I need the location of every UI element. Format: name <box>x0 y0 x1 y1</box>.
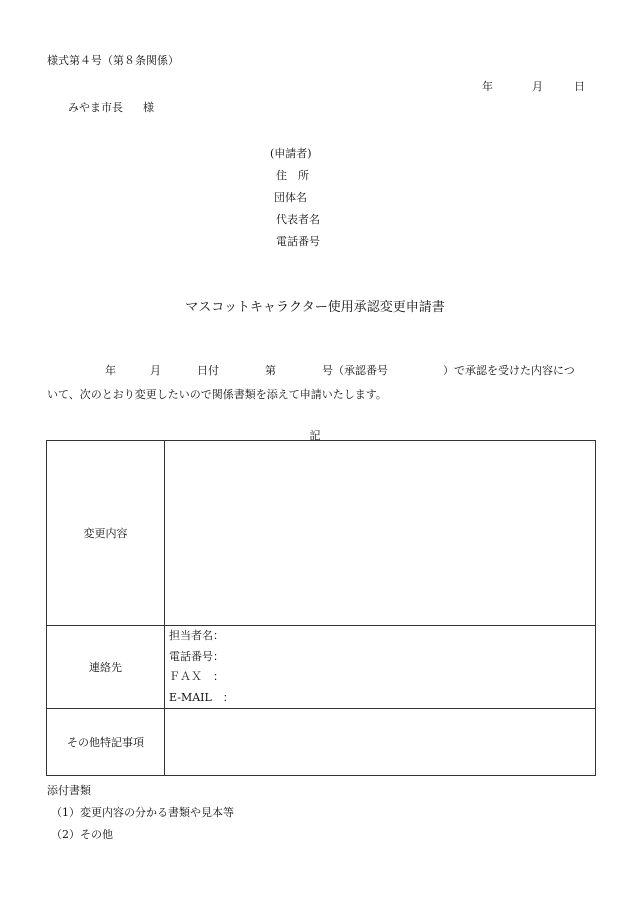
body-go: 号（承認番号 <box>322 364 388 377</box>
attachments-heading: 添付書類 <box>47 784 91 797</box>
form-table <box>46 440 596 776</box>
body-date-attached: 日付 <box>197 364 219 377</box>
body-line-2: いて、次のとおり変更したいので関係書類を添えて申請いたします。 <box>47 388 387 401</box>
contact-content-cell[interactable] <box>165 626 596 709</box>
contact-label: 連絡先 <box>47 626 165 709</box>
body-dai: 第 <box>265 364 276 377</box>
contact-row <box>47 626 596 709</box>
change-label: 変更内容 <box>47 441 165 626</box>
other-label: その他特記事項 <box>47 709 165 776</box>
addressee-name: みやま市長 <box>68 101 123 114</box>
change-row <box>47 441 596 626</box>
contact-fax-field[interactable]: ＦＡＸ ： <box>169 670 224 683</box>
date-month: 月 <box>532 80 543 93</box>
document-title: マスコットキャラクター使用承認変更申請書 <box>185 300 445 315</box>
attachments-section <box>47 780 234 846</box>
applicant-group-label: 団体名 <box>274 191 307 204</box>
date-day: 日 <box>574 80 585 93</box>
applicant-representative-label: 代表者名 <box>276 213 320 226</box>
attachment-item: （2）その他 <box>51 828 113 841</box>
change-content-cell[interactable] <box>165 441 596 626</box>
contact-phone-field[interactable]: 電話番号： <box>169 649 224 663</box>
applicant-address-label: 住 所 <box>276 169 309 182</box>
contact-person-field[interactable]: 担当者名： <box>169 629 224 642</box>
body-line-1 <box>47 362 587 378</box>
applicant-block <box>270 143 320 253</box>
body-approval-tail: ）で承認を受けた内容につ <box>443 364 575 377</box>
other-content-cell[interactable] <box>165 709 596 776</box>
addressee-honorific: 様 <box>143 101 154 114</box>
contact-email-field[interactable]: E-MAIL ： <box>169 690 234 704</box>
body-year: 年 <box>105 364 116 377</box>
form-number: 様式第４号（第８条関係） <box>47 54 179 67</box>
attachment-item: （1）変更内容の分かる書類や見本等 <box>51 806 234 819</box>
applicant-phone-label: 電話番号 <box>276 235 320 248</box>
addressee <box>68 99 154 115</box>
body-month: 月 <box>150 364 161 377</box>
applicant-heading: (申請者) <box>270 147 312 160</box>
ki-heading: 記 <box>309 429 321 442</box>
date-year: 年 <box>482 80 493 93</box>
other-row <box>47 709 596 776</box>
